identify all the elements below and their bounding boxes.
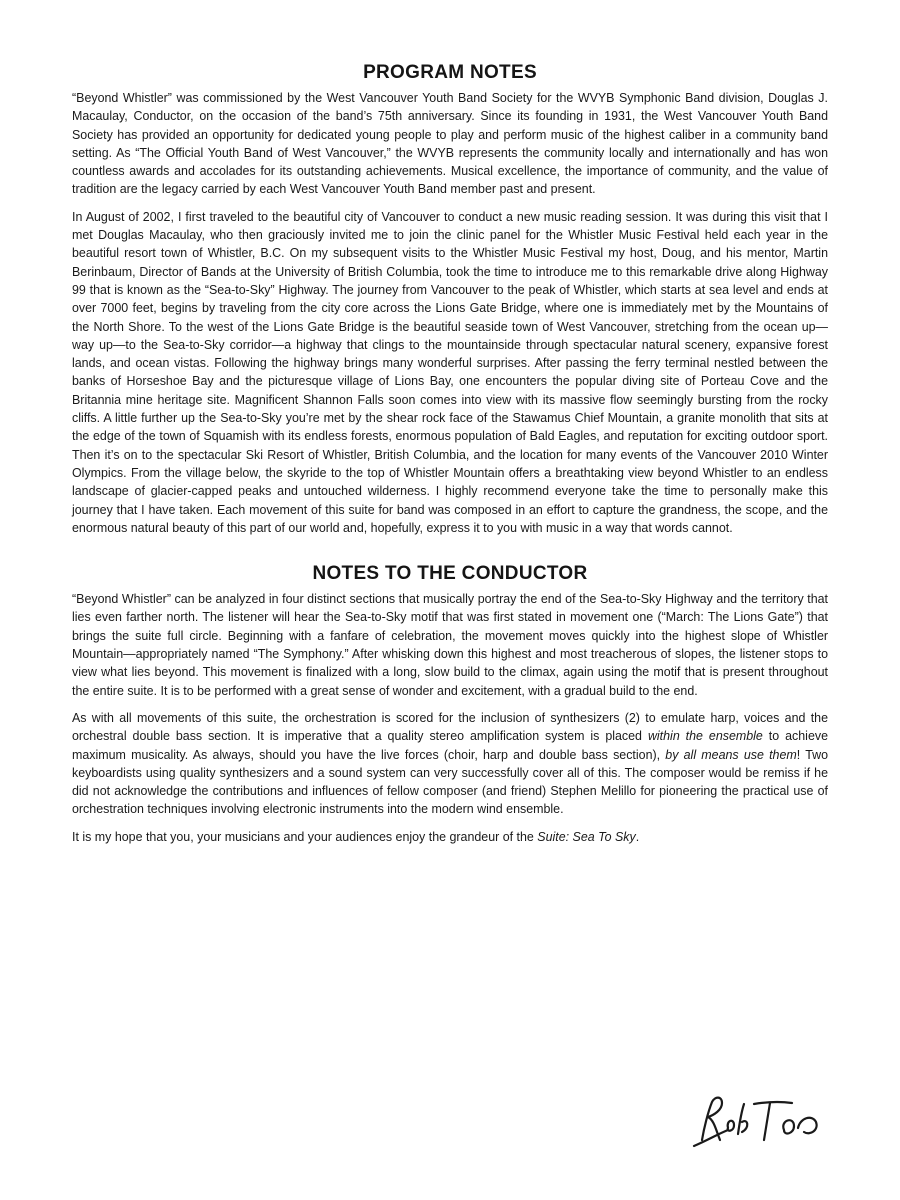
conductor-notes-paragraph-3 — [72, 828, 828, 846]
conductor-notes-heading: NOTES TO THE CONDUCTOR — [312, 563, 588, 585]
text-run: It is my hope that you, your musicians and your audiences enjoy the grandeur of the — [72, 829, 538, 844]
handwritten-signature-icon — [688, 1090, 828, 1152]
text-run: to achieve maximum musicality. As always, should you have the live forces (choir, harp and double bass section), — [72, 729, 828, 762]
conductor-notes-paragraph-1: “Beyond Whistler” can be analyzed in four distinct sections that musically portray the end of the Sea-to-Sky Highway and the territory that lies even farther north. The listener will hear the Sea-to-Sky motif that was first stated in movement one (“March: The Lions Gate”) that brings the suite full circle. Beginning with a fanfare of celebration, the movement moves quickly into the highest slope of Whistler Mountain—appropriately named “The Symphony.” After whisking down this highest and most treacherous of slopes, the listener stops to view what lies beyond. This movement is finalized with a long, slow build to the climax, again using the motif that is present throughout the entire suite. It is to be performed with a great sense of wonder and excitement, with a gradual build to the end. — [72, 592, 828, 698]
program-notes-heading: PROGRAM NOTES — [363, 62, 537, 83]
text-run: ! Two keyboardists using quality synthesizers and a sound system can very successfully cover all of this. The composer would be remiss if he did not acknowledge the contributions and influences of fellow composer (and friend) Stephen Melillo for pioneering the practical use of orchestration techniques involving electronic instruments into the modern wind ensemble. — [72, 747, 828, 817]
italic-text-run: by all means use them — [665, 747, 797, 762]
text-run: . — [635, 829, 640, 844]
text-run: As with all movements of this suite, the orchestration is scored for the inclusion of synthesizers (2) to emulate harp, voices and the orchestral double bass section. It is imperative that a quality stereo amplification system is placed — [72, 710, 828, 744]
italic-text-run: Suite: Sea To Sky — [537, 829, 636, 844]
conductor-notes-paragraph-2 — [72, 709, 828, 819]
document-page — [72, 62, 828, 855]
program-notes-paragraph-1: “Beyond Whistler” was commissioned by the West Vancouver Youth Band Society for the WVYB Symphonic Band division, Douglas J. Macaulay, Conductor, on the occasion of the band’s 75th anniversary. Since its founding in 1931, the West Vancouver Youth Band Society has provided an opportunity for dedicated young people to play and perform music of the highest caliber in a community band setting. As “The Official Youth Band of West Vancouver,” the WVYB represents the community locally and internationally and has won countless awards and accolades for its outstanding achievements. Musical excellence, the importance of community, and the value of tradition are the legacy carried by each West Vancouver Youth Band member past and present. — [72, 91, 828, 197]
program-notes-paragraph-2: In August of 2002, I first traveled to the beautiful city of Vancouver to conduct a new music reading session. It was during this visit that I met Douglas Macaulay, who then graciously invited me to join the clinic panel for the Whistler Music Festival held each year in the beautiful resort town of Whistler, B.C. On my subsequent visits to the Whistler Music Festival my host, Doug, and his mentor, Martin Berinbaum, Director of Bands at the University of British Columbia, took the time to introduce me to this remarkable drive along Highway 99 that is known as the “Sea-to-Sky” Highway. The journey from Vancouver to the peak of Whistler, which starts at sea level and ends at over 7000 feet, begins by traveling from the city core across the Lions Gate Bridge, where one is immediately met by the Mountains of the North Shore. To the west of the Lions Gate Bridge is the beautiful seaside town of West Vancouver, stretching from the ocean up—way up—to the Sea-to-Sky corridor—a highway that clings to the mountainside through spectacular natural scenery, expansive forest lands, and ocean vistas. Following the highway brings many wonderful surprises. After passing the ferry terminal nestled between the banks of Horseshoe Bay and the picturesque village of Lions Bay, one encounters the popular diving site of Porteau Cove and the Britannia mine heritage site. Magnificent Shannon Falls soon comes into view with its massive flow seemingly bursting from the rocky cliffs. A little further up the Sea-to-Sky you’re met by the shear rock face of the Stawamus Chief Mountain, a granite monolith that sits at the edge of the town of Squamish with its endless forests, enormous population of Bald Eagles, and reputation for exciting outdoor sport. Then it’s on to the spectacular Ski Resort of Whistler, British Columbia, and the location for many events of the Vancouver 2010 Winter Olympics. From the village below, the skyride to the top of Whistler Mountain offers a breathtaking view beyond Whistler to an endless landscape of glacier-capped peaks and untouched wilderness. I highly recommend everyone take the time to personally make this journey that I have taken. Each movement of this suite for band was composed in an effort to capture the grandness, the scope, and the enormous natural beauty of this part of our world and, hopefully, express it to you with music in a way that words cannot. — [72, 209, 828, 535]
italic-text-run: within the ensemble — [647, 729, 763, 744]
